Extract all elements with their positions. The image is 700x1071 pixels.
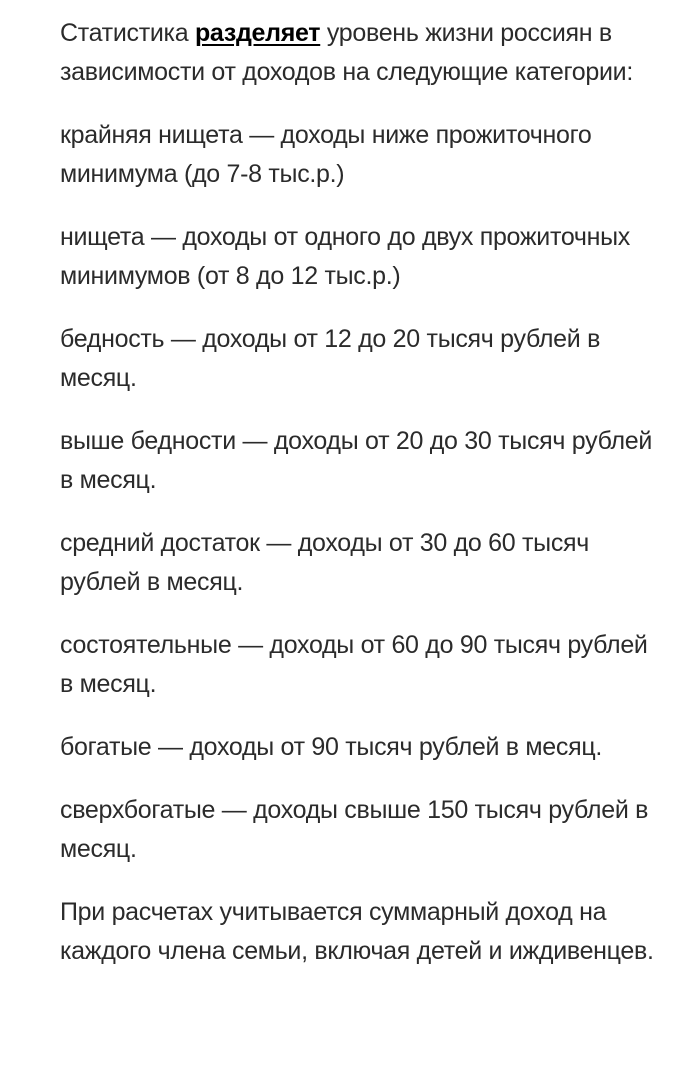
category-rich: богатые — доходы от 90 тысяч рублей в месяц. bbox=[60, 733, 603, 761]
divides-link[interactable]: разделяет bbox=[194, 19, 321, 47]
note-paragraph: При расчетах учитывается суммарный доход на каждого члена семьи, включая детей и иждивенцев. bbox=[60, 898, 654, 965]
intro-text-after: уровень жизни россиян в зависимости от доходов на следующие категории: bbox=[60, 19, 633, 86]
intro-text-before: Статистика bbox=[60, 19, 195, 47]
category-above-poverty: выше бедности — доходы от 20 до 30 тысяч рублей в месяц. bbox=[60, 427, 653, 494]
category-poverty-deep: нищета — доходы от одного до двух прожиточных минимумов (от 8 до 12 тыс.р.) bbox=[60, 223, 630, 290]
category-extreme-poverty: крайняя нищета — доходы ниже прожиточного минимума (до 7-8 тыс.р.) bbox=[60, 121, 592, 188]
category-super-rich: сверхбогатые — доходы свыше 150 тысяч рублей в месяц. bbox=[60, 796, 649, 863]
intro-paragraph bbox=[60, 14, 660, 92]
category-well-off: состоятельные — доходы от 60 до 90 тысяч рублей в месяц. bbox=[60, 631, 648, 698]
category-poverty: бедность — доходы от 12 до 20 тысяч рублей в месяц. bbox=[60, 325, 601, 392]
category-middle-income: средний достаток — доходы от 30 до 60 тысяч рублей в месяц. bbox=[60, 529, 590, 596]
